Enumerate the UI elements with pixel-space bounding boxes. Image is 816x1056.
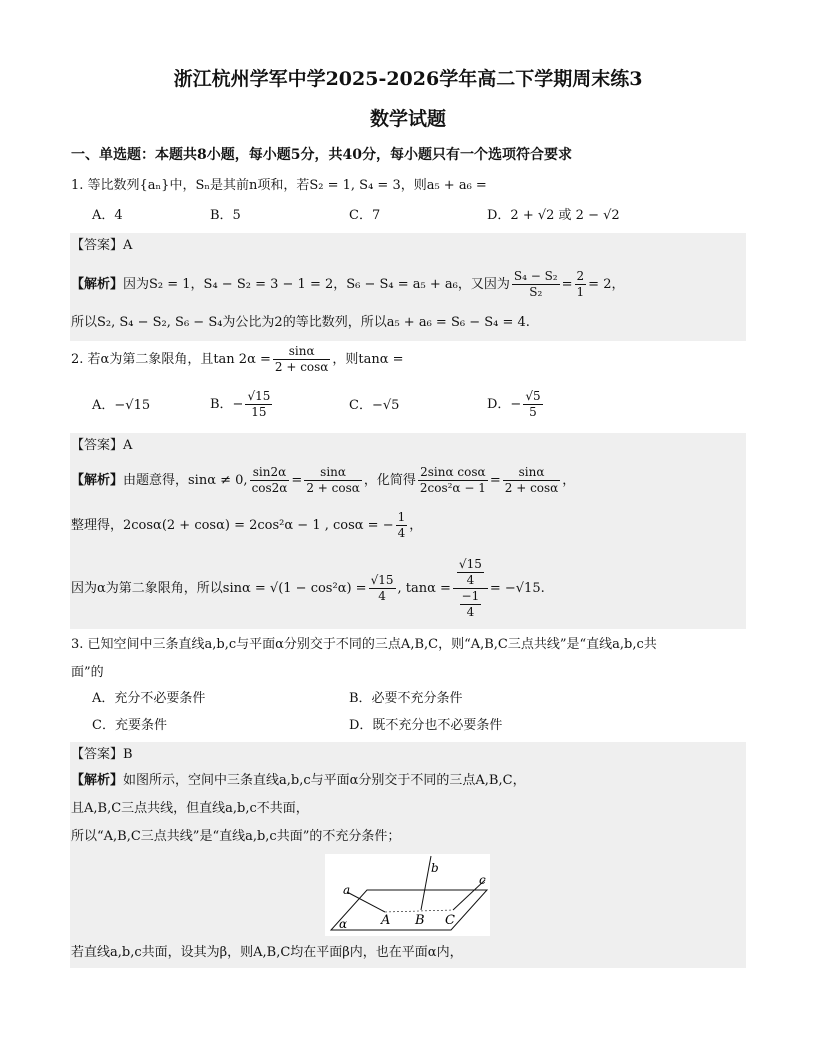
q2-option-d-den: 5 bbox=[529, 405, 537, 419]
q2-expl-frac3-den: 2cos²α − 1 bbox=[419, 481, 486, 495]
q2-option-d-fraction bbox=[523, 389, 542, 420]
label-point-B: B bbox=[415, 913, 425, 928]
q2-option-b-fraction bbox=[245, 389, 272, 420]
q2-option-d bbox=[487, 385, 545, 425]
q2-expl-mid: ，化简得 bbox=[363, 473, 416, 488]
q2-expl-frac2-num: sinα bbox=[304, 465, 362, 481]
q2-expl2-frac bbox=[396, 510, 408, 541]
q2-expl3-text-a: 因为α为第二象限角，所以sinα = √(1 − cos²α) = bbox=[71, 581, 367, 596]
q2-expl-text-a: 由题意得，sinα ≠ 0, bbox=[123, 473, 248, 488]
line-b bbox=[421, 856, 431, 910]
q3-explanation-line1 bbox=[71, 772, 526, 790]
q2-expl-frac4-den: 2 + cosα bbox=[504, 481, 559, 495]
q3-explanation-line2: 且A,B,C三点共线，但直线a,b,c不共面， bbox=[71, 801, 309, 816]
q2-expl3-bottom-frac bbox=[460, 589, 482, 620]
q2-expl3-top-frac bbox=[457, 557, 484, 588]
q2-option-d-num: √5 bbox=[525, 389, 541, 403]
question-3-stem-line1: 3. 已知空间中三条直线a,b,c与平面α分别交于不同的三点A,B,C，则“A,B,C三点共线”是“直线a,b,c共 bbox=[71, 637, 657, 652]
q2-expl-frac3-num: 2sinα cosα bbox=[418, 465, 488, 481]
q2-option-b-num: √15 bbox=[247, 389, 271, 403]
q2-expl-frac2-den: 2 + cosα bbox=[306, 481, 360, 495]
q2-stem-b: ，则tanα = bbox=[332, 352, 404, 367]
q2-explanation-line2 bbox=[71, 508, 422, 544]
line-a bbox=[347, 892, 385, 912]
q1-expl-label: 【解析】 bbox=[71, 277, 124, 292]
q2-option-a: A．−√15 bbox=[92, 398, 151, 413]
q2-expl3-top-num: √15 bbox=[458, 557, 482, 571]
q2-expl3-top-den: 4 bbox=[466, 573, 475, 587]
question-2-stem bbox=[71, 342, 404, 378]
q2-stem-num: sinα bbox=[273, 344, 331, 360]
q1-expl-text-b: = 2， bbox=[588, 277, 625, 292]
q2-expl-eq: = bbox=[291, 473, 303, 488]
q3-answer: 【答案】B bbox=[71, 747, 133, 762]
q3-option-b: B．必要不充分条件 bbox=[349, 691, 463, 706]
q1-option-a: A．4 bbox=[92, 208, 123, 223]
q2-expl-frac1-den: cos2α bbox=[251, 481, 288, 495]
q2-option-c: C．−√5 bbox=[349, 398, 400, 413]
q2-expl-eq-2: = bbox=[489, 473, 501, 488]
q2-explanation-line1 bbox=[71, 463, 575, 499]
q2-option-d-label: D．− bbox=[487, 397, 522, 412]
q2-expl-end: ， bbox=[562, 473, 576, 488]
q3-explanation-line3: 所以“A,B,C三点共线”是“直线a,b,c共面”的不充分条件； bbox=[71, 829, 401, 844]
q1-answer: 【答案】A bbox=[71, 238, 133, 253]
plane-lines-figure bbox=[325, 854, 490, 936]
q1-expl-frac-num: S₄ − S₂ bbox=[513, 269, 558, 283]
section-heading: 一、单选题：本题共8小题，每小题5分，共40分，每小题只有一个选项符合要求 bbox=[71, 147, 572, 163]
q2-expl3-frac bbox=[369, 573, 396, 604]
q2-expl2-text-b: ， bbox=[409, 518, 423, 533]
collinear-line bbox=[385, 910, 453, 912]
q2-expl2-frac-den: 4 bbox=[397, 526, 406, 540]
q3-option-c: C．充要条件 bbox=[92, 718, 167, 733]
plane-lines-diagram bbox=[325, 854, 490, 936]
q1-explanation-line2: 所以S₂, S₄ − S₂, S₆ − S₄为公比为2的等比数列，所以a₅ + a₆ = S₆ − S₄ = 4. bbox=[71, 315, 530, 330]
q1-expl-frac2-num: 2 bbox=[576, 269, 585, 283]
label-point-C: C bbox=[445, 913, 455, 928]
question-3-stem-line2: 面”的 bbox=[71, 665, 104, 680]
label-point-A: A bbox=[381, 913, 391, 928]
question-1-stem: 1. 等比数列{aₙ}中，Sₙ是其前n项和，若S₂ = 1, S₄ = 3，则a₅ + a₆ = bbox=[71, 178, 487, 193]
label-a: a bbox=[343, 883, 351, 897]
page-title: 浙江杭州学军中学2025-2026学年高二下学期周末练3 bbox=[173, 68, 643, 90]
q1-expl-frac-den: S₂ bbox=[529, 285, 543, 299]
q3-expl-text: 如图所示，空间中三条直线a,b,c与平面α分别交于不同的三点A,B,C， bbox=[123, 773, 526, 788]
q2-expl3-text-c: = −√15. bbox=[489, 581, 545, 596]
q1-option-d: D．2 + √2 或 2 − √2 bbox=[487, 208, 620, 223]
q1-option-b: B．5 bbox=[210, 208, 241, 223]
q2-expl-frac1-num: sin2α bbox=[250, 465, 290, 481]
q1-explanation-line1 bbox=[71, 268, 624, 302]
q2-expl3-text-b: , tanα = bbox=[397, 581, 451, 596]
label-alpha: α bbox=[339, 917, 348, 931]
q1-expl-frac2-den: 1 bbox=[576, 285, 585, 299]
label-c: c bbox=[479, 873, 486, 887]
q2-expl-frac3 bbox=[418, 465, 488, 496]
q2-option-b-den: 15 bbox=[251, 405, 267, 419]
q2-stem-a: 2. 若α为第二象限角，且tan 2α = bbox=[71, 352, 271, 367]
q2-expl-frac4 bbox=[503, 465, 561, 496]
q3-option-d: D．既不充分也不必要条件 bbox=[349, 718, 503, 733]
q2-stem-den: 2 + cosα bbox=[274, 360, 329, 374]
q1-expl-fraction-2 bbox=[575, 269, 587, 300]
q2-expl-frac4-num: sinα bbox=[503, 465, 561, 481]
page-subtitle: 数学试题 bbox=[369, 108, 446, 130]
q2-expl3-bottom-den: 4 bbox=[466, 605, 475, 619]
q2-expl3-frac-num: √15 bbox=[370, 573, 394, 587]
q2-expl-frac1 bbox=[250, 465, 290, 496]
q2-expl2-frac-num: 1 bbox=[397, 510, 406, 524]
q1-expl-eq: = bbox=[561, 277, 573, 292]
q2-expl3-compound-top bbox=[453, 557, 488, 589]
q2-answer: 【答案】A bbox=[71, 438, 133, 453]
q1-expl-text-a: 因为S₂ = 1，S₄ − S₂ = 3 − 1 = 2，S₆ − S₄ = a₅ + a₆，又因为 bbox=[123, 277, 510, 292]
q3-explanation-line4: 若直线a,b,c共面，设其为β，则A,B,C均在平面β内，也在平面α内， bbox=[71, 945, 463, 960]
label-b: b bbox=[431, 861, 439, 875]
q2-expl3-compound-bottom bbox=[453, 589, 488, 620]
q3-option-a: A．充分不必要条件 bbox=[92, 691, 206, 706]
q2-expl3-bottom-num: −1 bbox=[461, 589, 480, 603]
q3-expl-label: 【解析】 bbox=[71, 773, 124, 788]
q1-option-c: C．7 bbox=[349, 208, 381, 223]
q2-expl3-frac-den: 4 bbox=[378, 589, 386, 603]
q2-explanation-line3 bbox=[71, 556, 545, 622]
q2-option-b bbox=[210, 385, 274, 425]
q2-stem-fraction bbox=[273, 344, 331, 375]
q2-expl3-compound-fraction bbox=[453, 557, 488, 620]
q2-expl2-text-a: 整理得，2cosα(2 + cosα) = 2cos²α − 1 , cosα = − bbox=[71, 518, 394, 533]
q2-option-b-label: B．− bbox=[210, 397, 244, 412]
q2-expl-label: 【解析】 bbox=[71, 473, 124, 488]
q1-expl-fraction bbox=[512, 269, 560, 300]
q2-expl-frac2 bbox=[304, 465, 362, 496]
